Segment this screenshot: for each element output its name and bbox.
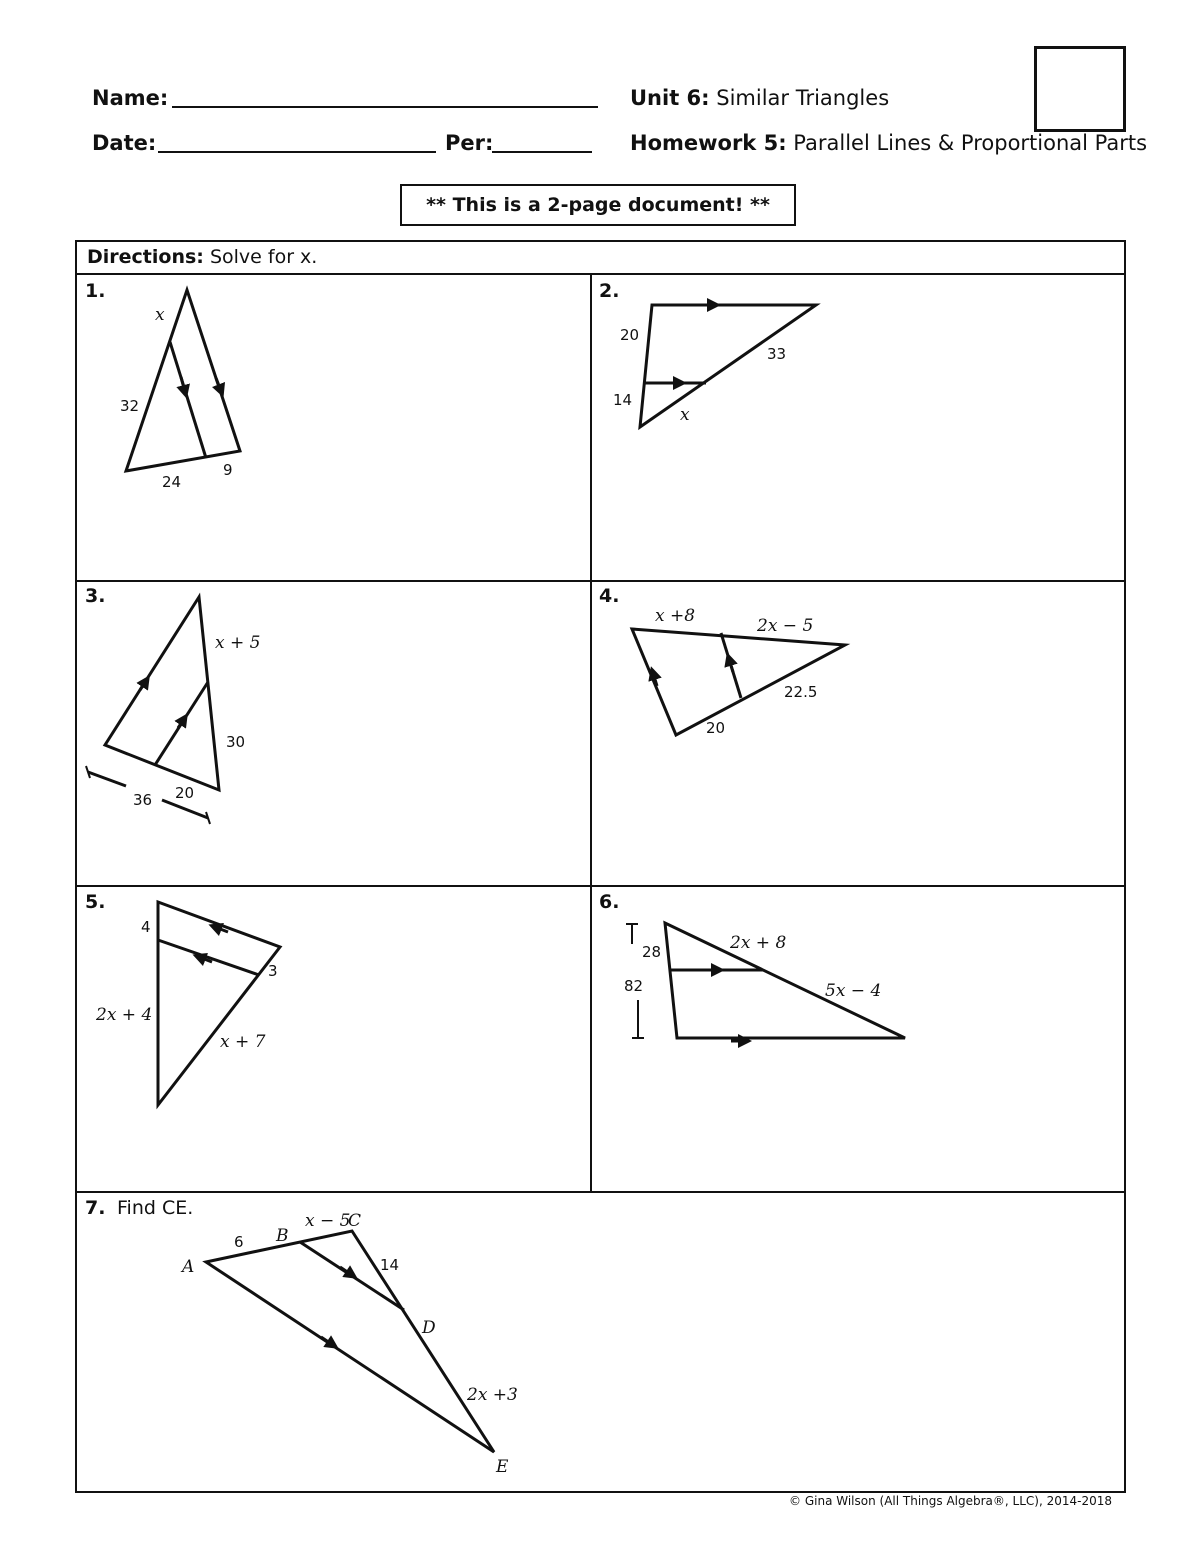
p5-label-3: 3: [268, 962, 278, 980]
page-notice: ** This is a 2-page document! **: [400, 184, 796, 226]
p5-label-4: 4: [141, 918, 151, 936]
problem-3-number: 3.: [85, 585, 106, 607]
p7-label-6: 6: [234, 1233, 244, 1251]
problem-2-number: 2.: [599, 280, 620, 302]
p4-label-22-5: 22.5: [784, 683, 818, 701]
p6-label-5x-minus-4: 5x − 4: [825, 981, 882, 1001]
problem-1-figure: [126, 290, 240, 471]
p1-label-32: 32: [120, 397, 140, 415]
problem-1-number: 1.: [85, 280, 106, 302]
figure-labels: [95, 305, 881, 1477]
problem-6-number: 6.: [599, 891, 620, 913]
problem-5-figure: [158, 902, 280, 1105]
p3-label-x-plus-5: x + 5: [215, 633, 261, 653]
p2-label-14: 14: [613, 391, 633, 409]
p6-label-2x-plus-8: 2x + 8: [730, 933, 787, 953]
p1-label-24: 24: [162, 473, 182, 491]
p7-label-D: D: [422, 1318, 436, 1338]
problem-7-prompt: Find CE.: [117, 1197, 194, 1219]
unit-heading: Unit 6: Similar Triangles: [630, 86, 890, 110]
p3-label-20: 20: [175, 784, 195, 802]
p5-label-x-plus-7: x + 7: [220, 1032, 266, 1052]
p7-label-E: E: [496, 1457, 509, 1477]
p3-label-30: 30: [226, 733, 246, 751]
p7-label-C: C: [348, 1211, 362, 1231]
problem-5-number: 5.: [85, 891, 106, 913]
problem-4-number: 4.: [599, 585, 620, 607]
p5-label-2x-plus-4: 2x + 4: [96, 1005, 153, 1025]
problem-7-figure: [206, 1231, 494, 1452]
date-label: Date:: [92, 131, 157, 155]
p6-label-82: 82: [624, 977, 644, 995]
p4-label-2x-minus-5: 2x − 5: [757, 616, 814, 636]
p2-label-33: 33: [767, 345, 787, 363]
p7-label-14: 14: [380, 1256, 400, 1274]
p1-label-9: 9: [223, 461, 233, 479]
p7-label-A: A: [182, 1257, 195, 1277]
p4-label-x-plus-8: x +8: [655, 606, 696, 626]
homework-heading: Homework 5: Parallel Lines & Proportional Parts: [630, 131, 1148, 155]
p7-label-2x-plus-3: 2x +3: [467, 1385, 518, 1405]
directions-text: Solve for x.: [209, 246, 318, 268]
p3-label-36: 36: [133, 791, 153, 809]
p2-label-20: 20: [620, 326, 640, 344]
p7-label-x-minus-5: x − 5: [305, 1211, 351, 1231]
problem-2-figure: [640, 305, 816, 427]
name-label: Name:: [92, 86, 169, 110]
p6-label-28: 28: [642, 943, 662, 961]
p1-label-x: x: [155, 305, 165, 325]
p7-label-B: B: [276, 1226, 289, 1246]
problem-4-figure: [632, 629, 845, 735]
copyright-footer: © Gina Wilson (All Things Algebra®, LLC), 2014-2018: [789, 1494, 1112, 1508]
period-label: Per:: [445, 131, 494, 155]
unit-title: Similar Triangles: [716, 86, 890, 110]
problem-3-figure: [86, 597, 219, 824]
p2-label-x: x: [680, 405, 690, 425]
directions: Directions: Solve for x.: [87, 246, 318, 268]
homework-title: Parallel Lines & Proportional Parts: [793, 131, 1148, 155]
problem-7-number: 7.: [85, 1197, 106, 1219]
p4-label-20: 20: [706, 719, 726, 737]
